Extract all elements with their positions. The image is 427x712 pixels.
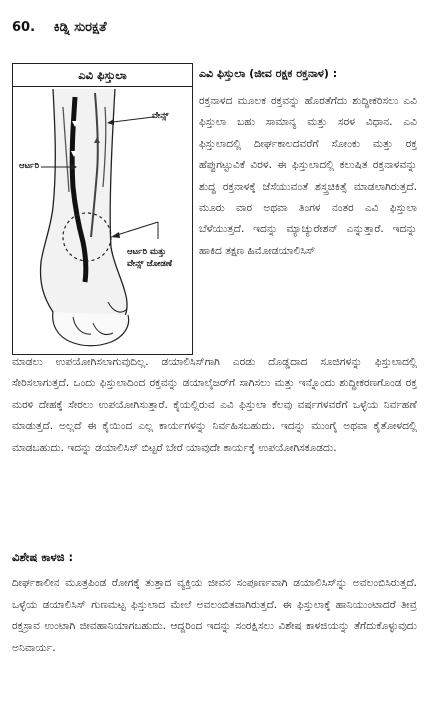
hand-outline: [53, 312, 129, 346]
vein-label: ವೇನ್ಸ್: [152, 111, 169, 121]
figure-title: ಎವಿ ಫಿಸ್ತುಲಾ: [13, 64, 192, 87]
chapter-number: 60.: [12, 20, 36, 35]
junction-label-1: ಆರ್ಟರಿ ಮತ್ತು: [127, 247, 167, 257]
paragraph-special-care: ದೀರ್ಘಕಾಲೀನ ಮೂತ್ರಪಿಂಡ ರೋಗಕ್ಕೆ ತುತ್ತಾದ ವ್ಯಕ್ತಿಯ ಜೀವನ ಸಂಪೂರ್ಣವಾಗಿ ಡಯಾಲಿಸಿಸ್‌ನ್ನು ಅವಲಂಬಿಸಿರುತ್ತದೆ. ಒಳ್ಳೆಯ ಡಯಾಲಿಸಿಸ್ ಗುಣಮಟ್ಟ ಫಿಸ್ತುಲಾದ ಮೇಲೆ ಅವಲಂಬಿತವಾಗಿರುತ್ತದೆ. ಈ ಫಿಸ್ತುಲಾಕ್ಕೆ ಹಾನಿಯುಂಟಾದರೆ ತೀವ್ರ ರಕ್ತಸ್ರಾವ ಉಂಟಾಗಿ ಜೀವಹಾನಿಯಾಗಬಹುದು. ಆದ್ದರಿಂದ ಇದನ್ನು ಸಂರಕ್ಷಿಸಲು ವಿಶೇಷ ಕಾಳಜಿಯನ್ನು ತೆಗೆದುಕೊಳ್ಳುವುದು ಅನಿವಾರ್ಯ.: [12, 577, 417, 654]
paragraph-dialysis-usage: ಮಾಡಲು ಉಪಯೋಗಿಸಲಾಗುವುದಿಲ್ಲ. ಡಯಾಲಿಸಿಸ್‌ಗಾಗಿ ಎರಡು ದೊಡ್ಡದಾದ ಸೂಜಿಗಳನ್ನು ಫಿಸ್ತುಲಾದಲ್ಲಿ ಸೇರಿಸಲಾಗುತ್ತದೆ. ಒಂದು ಫಿಸ್ತುಲಾದಿಂದ ರಕ್ತವನ್ನು ಡಯಾಲೈಜರ್‌ಗೆ ಸಾಗಿಸಲು ಮತ್ತು ಇನ್ನೊಂದು ಶುದ್ಧೀಕರಣಗೊಂಡ ರಕ್ತ ಮರಳಿ ದೇಹಕ್ಕೆ ಸೇರಲು ಉಪಯೋಗಿಸುತ್ತಾರೆ. ಕೈಯಲ್ಲಿರುವ ಎವಿ ಫಿಸ್ತುಲಾ ಕೆಲವು ವರ್ಷಗಳವರೆಗೆ ಒಳ್ಳೆಯ ನಿರ್ವಹಣೆ ಮಾಡುತ್ತದೆ. ಅಲ್ಲದೆ ಈ ಕೈಯಿಂದ ಎಲ್ಲ ಕಾರ್ಯಗಳನ್ನು ನಿರ್ವಹಿಸಬಹುದು. ಇದನ್ನು ಮುಂಗೈ ಅಥವಾ ಕೈತೋಳದಲ್ಲಿ ಮಾಡಬಹುದು. ಇದನ್ನು ಡಯಾಲಿಸಿಸ್ ಬಿಟ್ಟರೆ ಬೇರೆ ಯಾವುದೇ ಕಾರ್ಯಕ್ಕೆ ಉಪಯೋಗಿಸಕೂಡದು.: [12, 356, 417, 454]
chapter-title: ಕಿಡ್ನಿ ಸುರಕ್ಷತೆ: [53, 20, 107, 35]
chapter-heading: [12, 20, 107, 35]
section-title-special-care: ವಿಶೇಷ ಕಾಳಜಿ :: [12, 550, 74, 564]
paragraph-av-fistula: ರಕ್ತನಾಳದ ಮೂಲಕ ರಕ್ತವನ್ನು ಹೊರತೆಗೆದು ಶುದ್ಧೀಕರಿಸಲು ಎವಿ ಫಿಸ್ತುಲಾ ಬಹು ಸಾಮಾನ್ಯ ಮತ್ತು ಸರಳ ವಿಧಾನ. ಎವಿ ಫಿಸ್ತುಲಾದಲ್ಲಿ ದೀರ್ಘಕಾಲದವರೆಗೆ ಸೋಂಕು ಮತ್ತು ರಕ್ತ ಹೆಪ್ಪುಗಟ್ಟುವಿಕೆ ವಿರಳ. ಈ ಫಿಸ್ತುಲಾದಲ್ಲಿ ಕಲುಷಿತ ರಕ್ತನಾಳವನ್ನು ಶುದ್ಧ ರಕ್ತನಾಳಕ್ಕೆ ಜೆಸೆಯುವಂತೆ ಶಸ್ತ್ರಚಿಕಿತ್ಸೆ ಮಾಡಲಾಗಿರುತ್ತದೆ. ಮೂರು ವಾರ ಅಥವಾ ತಿಂಗಳ ನಂತರ ಎವಿ ಫಿಸ್ತುಲಾ ಬೆಳೆಯುತ್ತದೆ. ಇದನ್ನು ಮ್ಯಾಚ್ಯುರೇಶನ್ ಎನ್ನುತ್ತಾರೆ. ಇದನ್ನು ಹಾಕಿದ ತಕ್ಷಣ ಹಿಮೋಡಯಾಲಿಸಿಸ್: [199, 95, 417, 257]
arm-illustration: [13, 87, 192, 353]
av-fistula-figure: [12, 63, 193, 355]
forearm-outline: [41, 89, 128, 334]
junction-label-2: ವೇನ್ಸ್ ಜೋಡಣೆ: [127, 259, 173, 269]
section-title-av-fistula: ಎವಿ ಫಿಸ್ತುಲಾ (ಜೀವ ರಕ್ಷಕ ರಕ್ತನಾಳ) :: [199, 67, 338, 80]
artery-label: ಆರ್ಟರಿ: [19, 161, 40, 171]
